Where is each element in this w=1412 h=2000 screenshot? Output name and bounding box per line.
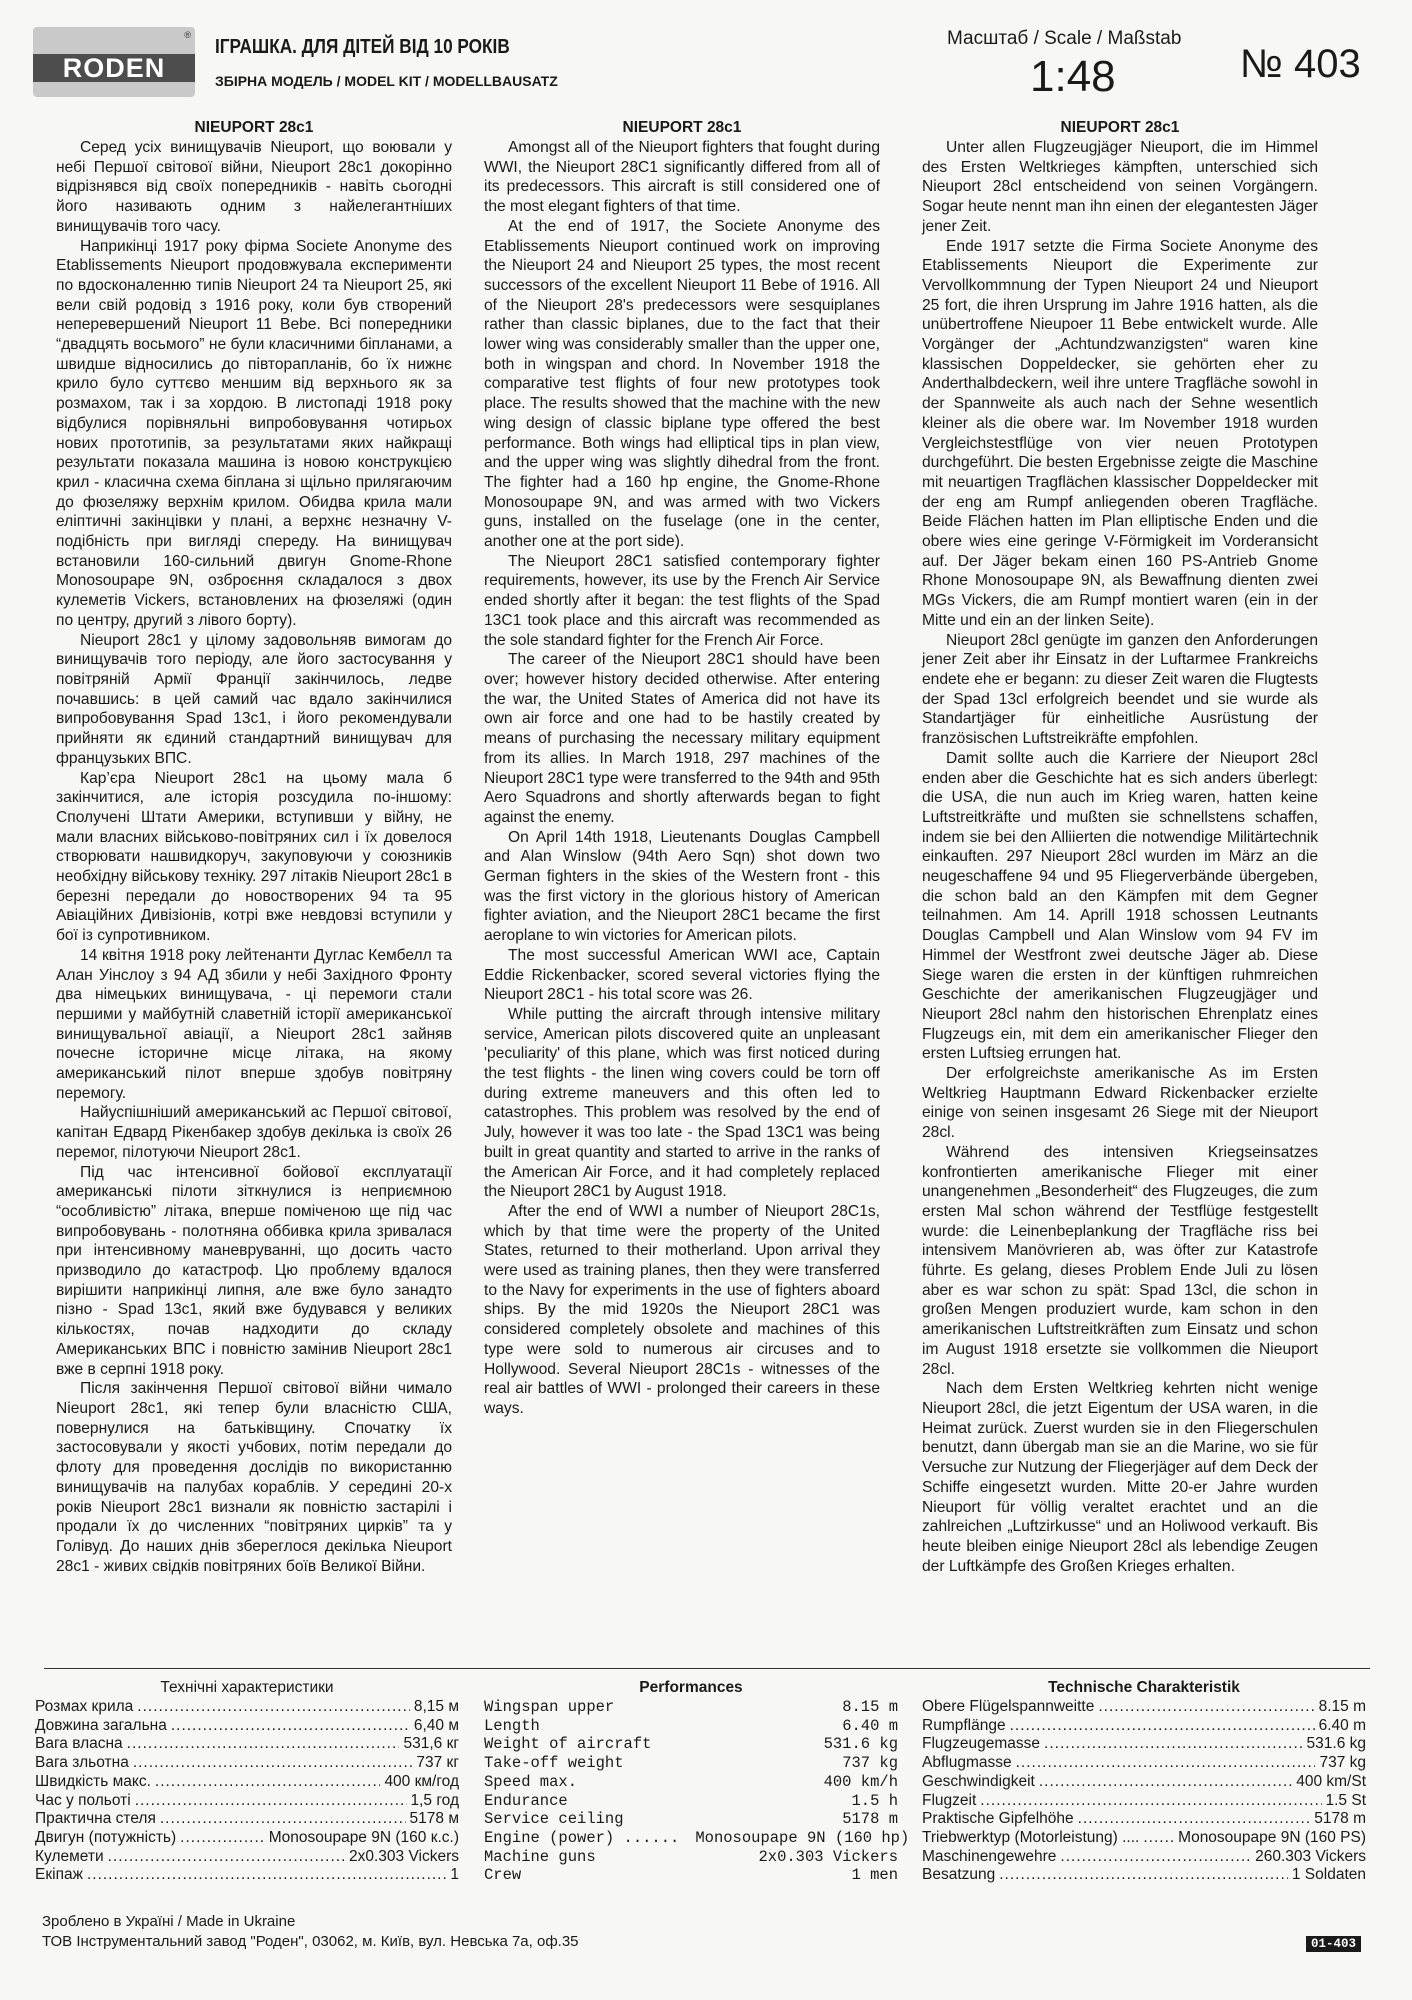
company-address: ТОВ Інструментальний завод "Роден", 03062, м. Київ, вул. Невська 7а, оф.35 [42,1933,579,1950]
made-in-ukraine: Зроблено в Україні / Made in Ukraine [42,1913,296,1930]
dot-leader [1044,1735,1302,1754]
paragraph: The most successful American WWI ace, Captain Eddie Rickenbacker, scored several victories flying the Nieuport 28C1 - his total score was 26. [484,946,880,1004]
spec-value: 1.5 h [851,1791,898,1810]
spec-row [484,1848,898,1867]
spec-value: Monosoupape 9N (160 hp) [695,1828,910,1847]
spec-value: 6.40 m [1318,1716,1366,1734]
spec-value: 6,40 м [413,1716,459,1734]
spec-row [35,1773,459,1792]
spec-row [922,1754,1366,1773]
spec-label: Triebwerktyp (Motorleistung) .... [922,1828,1140,1846]
spec-value: 531.6 kg [1306,1735,1366,1753]
logo-registered-mark: ® [184,30,191,40]
spec-value: 737 kg [842,1754,898,1773]
spec-value: 400 km/St [1296,1772,1366,1790]
paragraph: Während des intensiven Kriegseinsatzes konfrontierten amerikanische Flieger mit einer unangenehmen „Besonderheit“ des Flugzeuges, die zum ersten Mal schon während der Testflüge festgestellt wurde: die Leinenbeplankung der Tragfläche riss bei intensivem Manövrieren ab, was öfter zur Katastrofe führte. Es gelang, dieses Problem Ende Juli zu lösen aber es war schon zu spät: Spad 13cl, die schon in großen Mengen produziert wurde, kam schon in den amerikanischen Luftstreitkräften zum Einsatz und schon im August 1918 ersetzte sie vollkommen die Nieuport 28cl. [922,1143,1318,1378]
spec-label: Розмах крила [35,1698,134,1715]
paragraph: The Nieuport 28C1 satisfied contemporary fighter requirements, however, its use by the French Air Service ended shortly after it began: the test flights of the Spad 13C1 took place and this aircraft was recommended as the sole standard fighter for the French Air Force. [484,552,880,649]
spec-value: 6.40 m [842,1716,898,1735]
spec-value: 400 km/h [823,1772,898,1791]
paragraph: Після закінчення Першої світової війни чимало Nieuport 28c1, які тепер були власністю США, повернулися на батьківщину. Спочатку їх застосовували у якості учбових, потім передали до флоту для проведення дослідів по використанню винищувачів на палубах кораблів. У середині 20-х років Nieuport 28c1 визнали як повністю застарілі і продали їх до численних “повітряних цирків” та у Голівуд. До наших днів збереглося декілька Nieuport 28c1 - живих свідків повітряних боїв Великої Війни. [56,1380,452,1575]
spec-value: 531.6 kg [823,1735,898,1754]
spec-value: 1 Soldaten [1291,1866,1366,1884]
model-kit-subtitle: ЗБІРНА МОДЕЛЬ / MODEL KIT / MODELLBAUSATZ [215,73,558,89]
column-body [484,138,880,1419]
paragraph: Der erfolgreichste amerikanische As im Ersten Weltkrieg Hauptmann Edward Rickenbacker erzielte einige von seinen insgesamt 26 Siege mit der Nieuport 28cl. [922,1065,1318,1142]
spec-label: Двигун (потужність) [35,1828,177,1846]
paragraph: On April 14th 1918, Lieutenants Douglas Campbell and Alan Winslow (94th Aero Sqn) shot down two German fighters in the skies of the Western front - this was the first victory in the glorious history of American fighter aviation, and the Nieuport 28C1 became the first aeroplane to win victories for American pilots. [484,828,880,945]
paragraph: Nach dem Ersten Weltkrieg kehrten nicht wenige Nieuport 28cl, die jetzt Eigentum der USA waren, in die Heimat zurück. Zuerst wurden sie in den Fliegerschulen benutzt, dann übergab man sie an die Marine, wo sie für Versuche zur Nutzung der Fliegerjäger auf dem Deck der Schiffe eingesetzt wurden. Mitte 20-er Jahre wurden Nieuport für völlig veraltet erachtet und an die zahlreichen „Luftzirkusse“ und an Holiwood verkauft. Bis heute bleiben einige Nieuport 28cl als lebendige Zeugen der Luftkämpfe des Großen Krieges erhalten. [922,1380,1318,1575]
spec-row [922,1792,1366,1811]
dot-leader [87,1866,446,1885]
logo-text: RODEN [62,53,166,83]
dot-leader [171,1717,410,1736]
spec-value: 2x0.303 Vickers [349,1847,459,1865]
spec-label: Flugzeugemasse [922,1735,1041,1753]
spec-row [35,1717,459,1736]
spec-row [35,1848,459,1867]
spec-row [35,1810,459,1829]
paragraph: The career of the Nieuport 28C1 should have been over; however history decided otherwise. After entering the war, the United States of America did not have its own air force and one had to be hastily created by means of purchasing the necessary military equipment from its allies. In March 1918, 297 machines of the Nieuport 28C1 type were transferred to the 94th and 95th Aero Squadrons and shortly afterwards began to fight against the enemy. [484,651,880,826]
spec-value: 737 кг [416,1754,459,1772]
dot-leader [155,1773,381,1792]
paragraph: After the end of WWI a number of Nieuport 28C1s, which by that time were the property of the United States, returned to their motherland. Upon arrival they were used as training planes, then they were transferred to the Navy for experiments in the use of fighters aboard ships. By the mid 1920s the Nieuport 28C1 was considered completely obsolete and machines of this type were sold to numerous air circuses and to Hollywood. Several Nieuport 28C1s - witnesses of the real air battles of WWI - prolonged their careers in these ways. [484,1202,880,1417]
specs-title: Technische Charakteristik [1048,1679,1240,1696]
dot-leader [1098,1698,1314,1717]
spec-value: 400 км/год [384,1772,459,1790]
column-german [922,118,1318,1576]
paragraph: Nieuport 28c1 у цілому задовольняв вимогам до винищувачів того періоду, але його застосування у повітряній Армії Франції закінчилось, ледве почавшись: в цей самий час вдало закінчилися випробовування Spad 13c1, і його рекомендували прийняти як єдиний стандартний винищувач для французьких ВПС. [56,631,452,767]
specs-ukrainian [35,1678,459,1885]
spec-row [35,1754,459,1773]
spec-value: 260.303 Vickers [1255,1847,1366,1865]
spec-label: Довжина загальна [35,1716,167,1734]
paragraph: While putting the aircraft through intensive military service, American pilots discovered quite an unpleasant 'peculiarity' of this plane, which was first noticed during the test flights - the linen wing covers could be torn off during extreme maneuvers and this often led to catastrophes. This problem was resolved by the end of July, however it was too late - the Spad 13C1 was being built in great quantity and started to arrive in the ranks of the American Air Force, and it had completely replaced the Nieuport 28C1 by August 1918. [484,1005,880,1201]
spec-label: Take-off weight [484,1754,624,1773]
dot-leader [1016,1754,1316,1773]
scale-label: Масштаб / Scale / Maßstab [947,28,1182,49]
paragraph: 14 квітня 1918 року лейтенанти Дуглас Кембелл та Алан Уінслоу з 94 АД збили у небі Західного Фронту два німецьких винищувача, - ці перемоги стали першими у майбутній славетній історії американської винищувальної авіації, а Nieuport 28c1 зайняв почесне історичне місце літака, на якому американський пілот вперше здобув повітряну перемогу. [56,946,452,1102]
dot-leader [1039,1773,1292,1792]
paragraph: Damit sollte auch die Karriere der Nieuport 28cl enden aber die Geschichte hat es sich anders überlegt: die USA, die nun auch im Krieg waren, hatten keine Luftstreitkräfte und mußten sie schnellstens schaffen, indem sie bei den Alliierten die notwendige Militärtechnik einkauften. 297 Nieuport 28cl wurden im März an die neugeschaffene 94 und 95 Fliegerverbände übergeben, die schon bald an den Kämpfen mit dem Gegner teilnahmen. Am 14. Aprill 1918 schossen Leutnants Douglas Campbell und Alan Winslow vom 94 FV im Himmel der Westfront zwei deutsche Jäger ab. Diese Siege waren die ersten in der künftigen ruhmreichen Geschichte der amerikanischen Flugzeugjäger und Nieuport 28cl nahm den historischen Ehrenplatz eines Flugzeugs ein, mit dem ein amerikanischer Flieger den ersten Luftsieg errungen hat. [922,749,1318,1063]
column-ukrainian [56,118,452,1576]
spec-row [484,1866,898,1885]
specs-list [35,1698,459,1885]
spec-row [484,1717,898,1736]
spec-label: Besatzung [922,1866,996,1884]
spec-value: Monosoupape 9N (160 к.с.) [268,1828,459,1846]
spec-value: 8,15 м [413,1698,459,1715]
spec-row [484,1810,898,1829]
spec-row [922,1735,1366,1754]
spec-value: 1 men [851,1866,898,1885]
spec-row [484,1792,898,1811]
specs-title: Технічні характеристики [160,1679,334,1696]
paragraph: Найуспішніший американський ас Першої світової, капітан Едвард Рікенбакер здобув декілька із своїх 26 перемог, пілотуючи Nieuport 28c1. [56,1104,452,1161]
spec-row [484,1698,898,1717]
spec-value: 5178 м [409,1810,459,1828]
spec-label: Rumpflänge [922,1716,1006,1734]
spec-row [484,1754,898,1773]
spec-label: Кулемети [35,1847,104,1865]
spec-label: Abflugmasse [922,1754,1012,1772]
dot-leader [1010,1717,1315,1736]
paragraph: Серед усіх винищувачів Nieuport, що воювали у небі Першої світової війни, Nieuport 28c1 докорінно відрізнявся від своїх попередників - навіть сьогодні його називають одним з найелегантніших винищувачів того часу. [56,139,452,235]
spec-label: Praktische Gipfelhöhe [922,1810,1074,1828]
spec-row [922,1848,1366,1867]
paragraph: Unter allen Flugzeugjäger Nieuport, die im Himmel des Ersten Weltkrieges kämpften, unterschied sich Nieuport 28cl entscheidend von seinen Vorgängern. Sogar heute nennt man ihn einen der elegantesten Jäger jener Zeit. [922,139,1318,235]
spec-row [484,1735,898,1754]
specs-list [484,1698,910,1885]
spec-label: Geschwindigkeit [922,1772,1035,1790]
spec-row [922,1829,1366,1848]
section-divider [44,1668,1370,1669]
specs-title: Performances [639,1679,743,1696]
specs-list [922,1698,1366,1885]
column-english [484,118,880,1419]
spec-label: Length [484,1716,540,1735]
dot-leader [133,1754,413,1773]
spec-label: Вага зльотна [35,1754,129,1772]
dot-leader [1060,1848,1251,1867]
dot-leader [160,1810,406,1829]
dot-leader [1143,1829,1174,1848]
spec-value: 1 [450,1866,459,1884]
spec-row [922,1866,1366,1885]
spec-label: Service ceiling [484,1810,624,1829]
spec-label: Weight of aircraft [484,1735,652,1754]
spec-row [484,1773,898,1792]
spec-label: Практична стеля [35,1810,156,1828]
spec-value: 8.15 m [842,1698,898,1716]
spec-label: Flugzeit [922,1791,977,1809]
spec-label: Obere Flügelspannweitte [922,1698,1095,1715]
column-title: NIEUPORT 28c1 [1060,119,1180,136]
spec-value: 531,6 кг [403,1735,459,1753]
spec-row [922,1810,1366,1829]
spec-label: Endurance [484,1791,568,1810]
column-title: NIEUPORT 28c1 [194,119,314,136]
spec-label: Швидкість макс. [35,1772,151,1790]
paragraph: Під час інтенсивної бойової експлуатації американські пілоти зіткнулися із неприємною “особливістю” літака, вперше поміченою ще під час випробовувань - полотняна оббивка крила зривалася при інтенсивному маневруванні, що досить часто призводило до катастроф. Цю проблему вдалося вирішити наприкінці липня, але вже було занадто пізно - Spad 13c1, який вже будувався у великих кількостях, почав надходити до складу Американських ВПС і повністю замінив Nieuport 28c1 вже в серпні 1918 року. [56,1163,452,1378]
spec-value: 5178 m [1314,1810,1366,1828]
paragraph: Nieuport 28cl genügte im ganzen den Anforderungen jener Zeit aber ihr Einsatz in der Luftarmee Frankreichs endete ehe er begann: zu dieser Zeit waren die Flugtests der Spad 13cl erfolgreich beendet und sie wurde als Standartjäger für einheitliche Ausrüstung der französischen Luftstreikräfte empfohlen. [922,631,1318,748]
spec-value: 8.15 m [1318,1698,1366,1715]
spec-row [35,1792,459,1811]
scale-value: 1:48 [1030,52,1116,101]
column-body [56,138,452,1576]
paragraph: At the end of 1917, the Societe Anonyme des Etablissements Nieuport continued work on improving the Nieuport 24 and Nieuport 25 types, the most recent successors of the excellent Nieuport 11 Bebe of 1916. All of the Nieuport 28's predecessors were sesquiplanes rather than classic biplanes, due to the fact that their lower wing was considerably smaller than the upper one, both in wingspan and chord. In November 1918 the comparative test flights of four new prototypes took place. The results showed that the machine with the new wing design of classic biplane type offered the best performance. Both wings had elliptical tips in plan view, and the upper wing was slightly dihedral from the front. The fighter had a 160 hp engine, the Gnome-Rhone Monosoupape 9N, and was armed with two Vickers guns, installed on the fuselage (one in the center, another one at the port side). [484,217,880,551]
spec-value: Monosoupape 9N (160 PS) [1178,1828,1366,1846]
roden-logo [33,27,195,97]
dot-leader [137,1698,410,1717]
spec-label: Speed max. [484,1772,578,1791]
column-body [922,138,1318,1576]
kit-number: № 403 [1240,42,1361,86]
spec-row [35,1829,459,1848]
column-title: NIEUPORT 28c1 [622,119,742,136]
dot-leader [180,1829,265,1848]
paragraph: Кар’єра Nieuport 28c1 на цьому мала б закінчитися, але історія розсудила по-іншому: Сполучені Штати Америки, вступивши у війну, не мали власних військово-повітряних сил і їх довелося створювати нашвидкоруч, закуповуючи у союзників необхідну військову техніку. 297 літаків Nieuport 28c1 в березні передали до новостворених 94 та 95 Авіаційних Дивізіонів, котрі вже невдовзі вступили у бої із супротивником. [56,769,452,945]
spec-value: 737 kg [1319,1754,1366,1772]
spec-label: Час у польоті [35,1791,131,1809]
paragraph: Amongst all of the Nieuport fighters that fought during WWI, the Nieuport 28C1 significantly differed from all of its predecessors. This aircraft is still considered one of the most elegant fighters of that time. [484,139,880,216]
spec-row [35,1735,459,1754]
paragraph: Наприкінці 1917 року фірма Societe Anonyme des Etablissements Nieuport продовжувала експерименти по вдосконаленню типів Nieuport 24 та Nieuport 25, які вели свій родовід з 1916 року, коли був створений неперевершений Nieuport 11 Bebe. Всі попередники “двадцять восьмого” не були класичними біпланами, а швидше відносились до півторапланів, бо їх нижнє крило було суттєво меншим від верхнього як за розмахом, так і за хордою. В листопаді 1918 року відбулися порівняльні випробовування чотирьох нових прототипів, за результатами яких найкращі результати показала машина із новою конструкцією крил - класична схема біплана зі щільно прилягаючим до фюзеляжу верхнім крилом. Обидва крила мали еліптичні закінцівки у плані, а верхнє незначну V-подібність при вигляді спереду. На винищувач встановили 160-сильний двигун Gnome-Rhone Monosoupape 9N, озброєння складалося з двох кулеметів Vickers, встановлених на фюзеляжі (один по центру, другий з лівого борту). [56,237,452,629]
specs-english [484,1678,910,1885]
dot-leader [127,1735,400,1754]
spec-row [35,1866,459,1885]
dot-leader [135,1792,407,1811]
spec-row [922,1698,1366,1717]
spec-label: Machine guns [484,1847,596,1866]
spec-row [922,1717,1366,1736]
spec-value: 1.5 St [1325,1791,1366,1809]
spec-label: Crew [484,1866,522,1885]
dot-leader [980,1792,1321,1811]
dot-leader [108,1848,345,1867]
spec-row [35,1698,459,1717]
dot-leader [999,1866,1288,1885]
spec-label: Engine (power) ...... [484,1828,680,1847]
dot-leader [1078,1810,1311,1829]
spec-label: Wingspan upper [484,1698,615,1716]
spec-label: Екіпаж [35,1866,83,1884]
spec-value: 5178 m [842,1810,898,1829]
page-code: 01-403 [1306,1936,1361,1952]
spec-value: 1,5 год [410,1791,459,1809]
specs-german [922,1678,1366,1885]
spec-value: 2x0.303 Vickers [758,1847,898,1866]
spec-label: Maschinengewehre [922,1847,1057,1865]
spec-row [922,1773,1366,1792]
paragraph: Ende 1917 setzte die Firma Societe Anonyme des Etablissements Nieuport die Experimente zur Vervollkommnung der Typen Nieuport 24 und Nieuport 25 fort, die ihren Ursprung im Jahre 1916 hatten, als die unübertroffene Nieupoer 11 Bebe entwickelt wurde. Alle Vorgänger der „Achtundzwanzigsten“ waren kine klassischen Doppeldecker, sie gehörten eher zu Anderthalbdeckern, weil ihre untere Tragfläche sowohl in der Spannweite als auch nach der Sehne wesentlich kleiner als die obere war. Im November 1918 wurden Vergleichstestflüge von vier neuen Prototypen durchgeführt. Die besten Ergebnisse zeigte die Maschine mit neuartigen Tragflächen klassischer Doppeldecker mit der eng am Rumpf anliegenden oberen Tragfläche. Beide Flächen hatten im Plan elliptische Enden und die obere wies eine geringe V-Förmigkeit im Vorderansicht auf. Der Jäger bekam einen 160 PS-Antrieb Gnome Rhone Monosoupape 9N, als Bewaffnung dienten zwei MGs Vickers, die am Rumpf montiert waren (ein in der Mitte und ein an der linken Seite). [922,237,1318,629]
spec-label: Вага власна [35,1735,123,1753]
toy-age-title: ІГРАШКА. ДЛЯ ДІТЕЙ ВІД 10 РОКІВ [215,36,510,58]
spec-row [484,1828,910,1848]
